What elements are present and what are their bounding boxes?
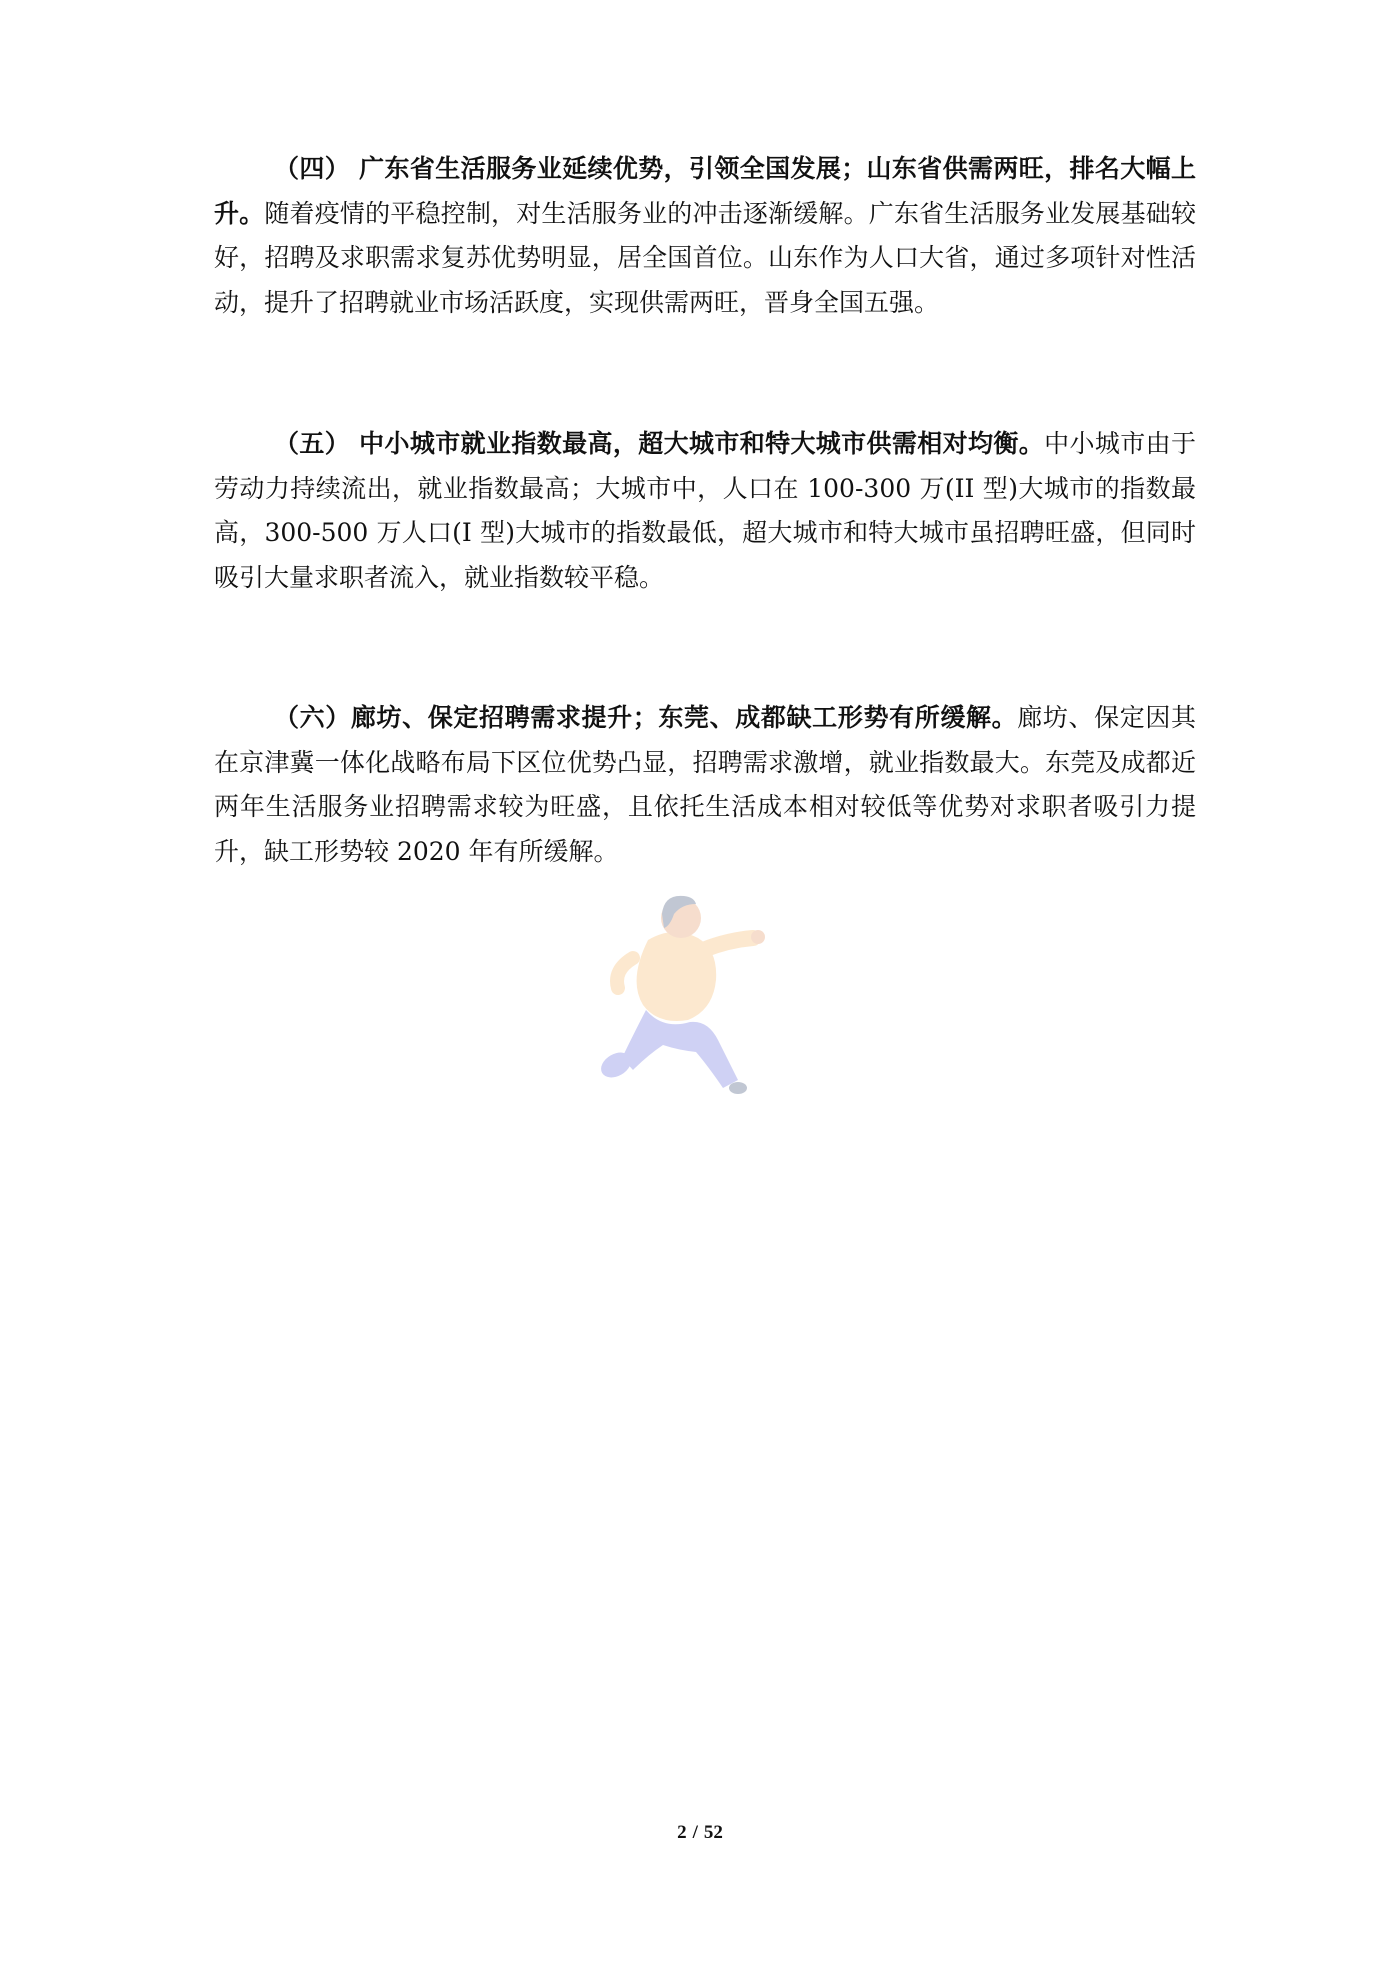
page-number: [0, 1822, 1400, 1844]
watermark-shoe-front: [729, 1082, 747, 1094]
paragraph-heading: （四） 广东省生活服务业延续优势，引领全国发展；山东省供需两旺，排名大幅上升。: [214, 154, 1196, 228]
paragraph-heading: （六）廊坊、保定招聘需求提升；东莞、成都缺工形势有所缓解。: [274, 703, 1018, 732]
page-separator: /: [692, 1822, 698, 1843]
paragraph-body: 随着疫情的平稳控制，对生活服务业的冲击逐渐缓解。广东省生活服务业发展基础较好，招聘及求职需求复苏优势明显，居全国首位。山东作为人口大省，通过多项针对性活动，提升了招聘就业市场活跃度，实现供需两旺，晋身全国五强。: [214, 198, 1196, 317]
paragraph-heading: （五） 中小城市就业指数最高，超大城市和特大城市供需相对均衡。: [274, 429, 1045, 458]
current-page: 2: [677, 1822, 687, 1843]
paragraph-section-4: [214, 147, 1196, 325]
paragraph-body: 廊坊、保定因其在京津冀一体化战略布局下区位优势凸显，招聘需求激增，就业指数最大。东莞及成都近两年生活服务业招聘需求较为旺盛，且依托生活成本相对较低等优势对求职者吸引力提升，缺工形势较 2020 年有所缓解。: [214, 703, 1196, 866]
paragraph-body: 中小城市由于劳动力持续流出，就业指数最高；大城市中，人口在 100-300 万(II 型)大城市的指数最高，300-500 万人口(I 型)大城市的指数最低，超大城市和特大城市虽招聘旺盛，但同时吸引大量求职者流入，就业指数较平稳。: [214, 429, 1196, 592]
watermark-hand: [751, 930, 765, 944]
paragraph-section-6: [214, 696, 1196, 874]
watermark-arm-back: [617, 958, 633, 988]
watermark-arm-front: [703, 938, 753, 950]
total-pages: 52: [703, 1822, 723, 1843]
paragraph-section-5: [214, 422, 1196, 600]
running-person-icon: [578, 870, 828, 1120]
watermark-pants: [622, 1010, 738, 1088]
